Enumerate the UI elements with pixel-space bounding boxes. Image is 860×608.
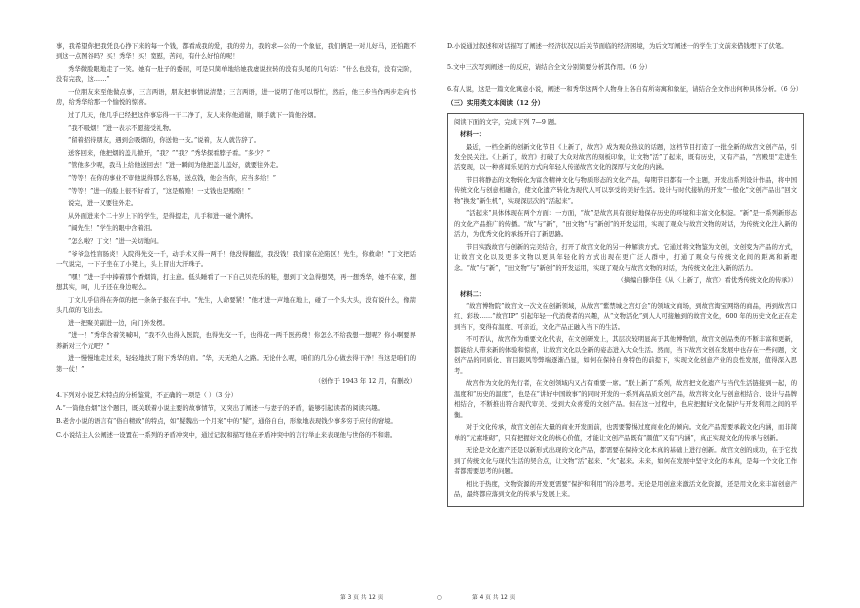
paragraph: “嘿！”进一手中捧着那个香烟筒，打主意。低头睡看了一下自己贝壳乐的鞋，想到丁文急得想哭，再一想秀华，她不在家，想想其实，呵，儿子还在身边呢么。 (56, 273, 416, 291)
answer-option: B.老舍小说的语言有“俗自精致”的特点，如“疑魏出一个月案”中的“疑”，通俗自白，形象地表现钱少事多穷于应付的窘境。 (56, 418, 397, 426)
paragraph: 进一把聚美副进一边，向门外发楞。 (68, 319, 169, 327)
answer-options (56, 404, 416, 441)
paragraph: “进一！”秀华含着笑喊叫，“我不久也得入医院，也得先交一千，也得花一两千医药费！你怎么不给我想一想呢？你小啊要界养新对三个元吧？” (56, 332, 416, 350)
story-text (56, 42, 416, 388)
paragraph: “怎么啦？丁文！”进一关切地问。 (68, 237, 163, 245)
paragraph: “留着招待朋友，遇到会吸烟的，你送他一支。”说着，友人就告辞了。 (68, 137, 261, 145)
page-number-left: 第 3 页 共 12 页 (340, 595, 384, 601)
answer-option: C.小说结主人公阐述一设置在一系列的矛盾冲突中，通过记叙和描写他在矛盾冲突中的言行举止来表现他与世俗的不和谐。 (56, 431, 397, 439)
paragraph: 秀华微脸眼地走了一笑。她有一肚子的委屈，可是只简单地给她我虚说拉转的没有头尾的几句话：“什么也没有，没有完阶，没有完我，这……” (56, 66, 416, 84)
paragraph: “等等！在你的事业不审他说得那么容易，送点钱，他会当你，应当多给！” (68, 174, 276, 182)
paragraph: 节目实践故宫与创新的完美结合，打开了故宫文化的另一种解读方式。它通过将文物鉴为文创，文创变为产品的方式，让故宫文化以及更多文物以更具年轻化的方式出现在更广泛人群中，打通了观众与传统文化间的距离和新理念。“故”与“新”，“田文物”与“新创”的开发运用，实现了观众与故宫文物的对话，为传统文化注入新的活力。 (454, 243, 797, 272)
answer-option: A.“一筒他台烟”这个题目，既关联着小说主要的故事情节，又突出了阐述一与妻子的矛盾，能够引起读者的阅读兴趣。 (56, 404, 384, 412)
paragraph: 从外面进来个二十岁上下的学生，是得提走，儿手和进一碰个满怀。 (68, 212, 257, 220)
paragraph: 丁文儿乎信得在奔似的把一条条子报在手中。“先生，人命要紧！”他才进一声地在地上，碰了一个头大头，没有说什么，像箭头几似的飞出去。 (56, 296, 416, 314)
paragraph: “故宫博物院”故宫文一次文在创新领域，从故宫“紫禁城之宫灯会”的领域文商场，到故宫淘宝网络的商品，再到故宫口红、彩妆……“故宫IP” 引起年轻一代消费者的兴趣，从“文物活化”到人人可接触到的故宫文化，600 年的历史文化正在走到当下，变得有温度、可亲近，文化产品正融入当下的生活。 (454, 303, 797, 331)
paragraph: “活起来”具体体现在两个方面：一方面，“故”是故宫具有很好地保存历史的环境和丰富文化积淀。“新”是一系列新形态的文化产品推广的传播。“故”与“新”，“田文物”与“新创”的开发运用，实现了观众与故宫文物的对话，为传统文化注入新的活力，为优秀文化的承扬开启了新思路。 (454, 210, 797, 239)
paragraph: 说完，进一又要往外走。 (68, 200, 138, 208)
paragraph: “等等！”进一的脸上很不好看了，“这是贿赂！一丈钱也是贿赂！” (68, 187, 251, 195)
paragraph: “管他多少呢，我马上给他送回去！”进一瞬间为他把盖儿盖好，就要往外走。 (68, 162, 283, 170)
paragraph: （创作于 1943 年 12 月，有删改） (314, 378, 416, 386)
paragraph: 不可否认，故宫作为重要文化代表，在文创研发上，其层次较明显高于其他博物馆，故宫文创品类的不断丰富和更新，都能给人带来新的体验和惊喜，让故宫文化以全新的姿态进入大众生活。然而，当下故宫文创在发展中也存在一些问题，文创产品的同质化、盲目跟风等弊端逐渐凸显，如何在保持自身特色的前提下，实现文化创意产业的良性发展，值得深入思考。 (454, 336, 797, 375)
reading-intro: 阅读下面的文字，完成下列 7—9 题。 (454, 118, 561, 126)
material-2-label: 材料二： (460, 290, 486, 298)
paragraph: “阔先生！”学生的眼中含着泪。 (68, 225, 157, 233)
page-number-right: 第 4 页 共 12 页 (472, 595, 516, 601)
paragraph: 相比于热度，文物资源的开发更需要“保护和利用”的冷思考。无论是用创意来激活文化资源，还是用文化来丰富创意产品，最终都应落到文化的传承与发展上来。 (454, 480, 797, 498)
material-1-label: 材料一： (460, 131, 486, 139)
paragraph: 过了几天，他几乎已经把这件事忘得一干二净了，友人来你他道谢，顺手就下一筒他谷烟。 (68, 112, 320, 119)
paragraph: 节目将静态的文物转化为富含精神文化与物质形态的文化产品，每期节目都有一个主题，开发出系列设计作品，将中国传统文化与创意相融合，使文化遗产转化为现代人可以享受的美好生活。设计与时代接轨的开发“一般化”文创产品出“回文物”换发“新生机”，实现深层次的“活起来”。 (454, 177, 797, 205)
question-6: 6.有人说，这是一篇文化寓意小说，阐述一和秀华这两个人物身上各自有所寄寓和象征，请结合全文作出何种具体分析。（6 分） (447, 85, 803, 93)
paragraph: “我不吸烟！”进一表示不愿接受礼物。 (68, 124, 176, 132)
material-1-source: （摘编自滕华佳《从〈上新了，故宫〉看优秀传统文化的传承》） (617, 277, 797, 285)
paragraph: 送客回来，他把烟的盖儿掀开，“我？”“我？”秀华探看脖子看。“多少？” (68, 149, 270, 157)
material-2-text (454, 302, 797, 500)
paragraph: 一位朋友来至他做点事，三言两语，朋友把事情说清楚；三言两语，进一说明了他可以帮忙，然后，他三步当作两步走向书房，给秀华给那一个愉悦的惊喜。 (56, 89, 416, 107)
paragraph: 最近，一档全新的创新文化节目《上新了，故宫》成为观众热议的话题，这档节目打造了一批全新的故宫文创产品，引发全民关注。《上新了，故宫》打破了大众对故宫的刻板印象，让文物“活”了起来，既有历史，又有产品，“宫殿里”走进生活变现，以一种喜闻乐见的方式向年轻人传递故宫文化的深厚与文化的内涵。 (454, 143, 797, 172)
reading-box (447, 113, 804, 507)
right-column (447, 42, 804, 507)
paragraph: 进一慢慢地走过来，轻轻地扶了附下秀华的肩。“华，天无绝人之路。无论什么呢，咱们的几分心做去得干净！当这是咱们的第一仗！” (56, 355, 416, 373)
option-d: D.小说通过叙述和对话描写了阐述一经济状况以后关节面临的经济困境，为后文写阐述一的学生丁文前来借钱埋下了伏笔。 (447, 43, 788, 50)
paragraph: 事，我希望你把我凭良心挣下来的每一个钱，都看成我的爱，我的劳力，我的求—公的一个象征，我们俩是一对儿好马，还怕跑不到这一点图谷吗？买！秀华！买！宽慰，苦问，有什么好怕的呢！ (56, 43, 416, 61)
paragraph: 无论是文化遗产还是以新形式出现的文化产品，都需要在保持文化本真的基础上进行创新。故宫文创的成功，在于它找到了传统文化与现代生活的契合点，让文物“活”起来、“火”起来。未来，如何在发展中坚守文化的本真，是每一个文化工作者都需要思考的问题。 (454, 447, 797, 475)
paragraph: 故宫作为文化的先行者，在文创领域内又占有重要一席。“朕上新了”系列，故宫把文化遗产与当代生活链接到一起，的温度和“历史的温度”，也是在“讲好中国故事”的同时开发的一系列高品质文创产品，故宫将文化与创意相结合、设计与品牌相结合，不断推出符合现代审美、受到大众喜爱的文创产品。但在这一过程中，也应把握好文化保护与开发利用之间的平衡。 (454, 380, 797, 419)
section-title: （三）实用类文本阅读（12 分） (447, 99, 545, 108)
center-mark: ○ (437, 595, 443, 601)
question-4: 4.下列对小说艺术特点的分析鉴赏，不正确的一项是（ ）（3 分） (56, 391, 237, 399)
paragraph: 对于文化传承，故宫文创在大量的商业开发面前，也需要警惕过度商业化的倾向。文化产品需要承载文化内涵，而非简单的“元素堆砌”，只有把握好文化的核心价值，才能让文创产品既有“颜值”又有“内涵”，真正实现文化的传承与创新。 (454, 424, 797, 442)
question-5: 5.文中三次写到阐述一的反应，请结合全文分别简要分析其作用。（6 分） (447, 64, 652, 72)
left-column (56, 42, 416, 444)
material-1-text (454, 143, 797, 274)
paragraph: “爷爷急性盲肠炎！入院得先交一千，动手术又得一两千！他没得翻蓝，我没钱！我们家在沦陷区！先生，你救命！”丁文把话一气说完，一下子坐在了小凳上，头上冒出大汗珠子。 (56, 250, 416, 268)
